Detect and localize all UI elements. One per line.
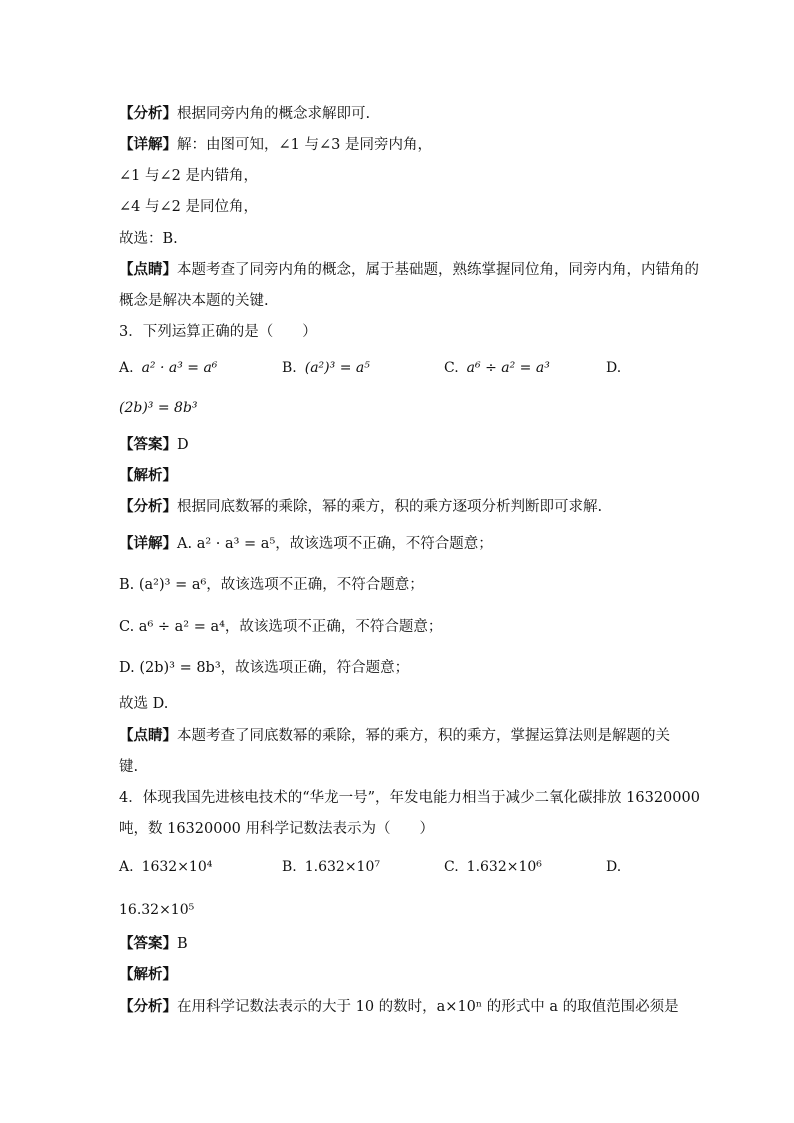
comment-tag: 【点睛】 bbox=[119, 727, 177, 744]
q3-option-b bbox=[282, 358, 370, 378]
answer-text: B bbox=[177, 936, 188, 952]
option-expr: 1.632×10⁷ bbox=[304, 859, 380, 875]
choice-line-3: 故选 D. bbox=[119, 696, 169, 712]
analysis-line-1 bbox=[119, 104, 370, 124]
analysis-4 bbox=[119, 997, 679, 1017]
comment-text: 本题考查了同旁内角的概念，属于基础题，熟练掌握同位角，同旁内角，内错角的 bbox=[177, 262, 699, 278]
solution-heading-3: 【解析】 bbox=[119, 467, 177, 484]
q3-option-c bbox=[444, 358, 550, 378]
solution-heading-4: 【解析】 bbox=[119, 966, 177, 983]
detail-line-1 bbox=[119, 135, 432, 155]
q4-option-d-label bbox=[606, 857, 629, 877]
analysis-text: 根据同旁内角的概念求解即可. bbox=[177, 106, 371, 122]
answer-tag: 【答案】 bbox=[119, 935, 177, 952]
detail-3b: B. (a²)³ = a⁶，故该选项不正确，不符合题意； bbox=[119, 577, 424, 593]
q4-option-b bbox=[282, 857, 380, 877]
detail-3d: D. (2b)³ = 8b³，故该选项正确，符合题意； bbox=[119, 660, 410, 676]
option-label: C. bbox=[444, 859, 459, 875]
option-label: B. bbox=[282, 360, 297, 376]
q3-option-d-expr bbox=[119, 398, 198, 418]
detail-line-3: ∠4 与∠2 是同位角， bbox=[119, 199, 258, 215]
option-expr: 1632×10⁴ bbox=[141, 859, 213, 875]
comment-text: 本题考查了同底数幂的乘除，幂的乘方，积的乘方，掌握运算法则是解题的关 bbox=[177, 728, 670, 744]
option-label: A. bbox=[119, 360, 134, 376]
option-expr: a² · a³ = a⁶ bbox=[141, 360, 218, 376]
detail-3c: C. a⁶ ÷ a² = a⁴，故该选项不正确，不符合题意； bbox=[119, 619, 443, 635]
detail-3a bbox=[119, 534, 493, 554]
option-expr: 16.32×10⁵ bbox=[119, 902, 195, 918]
question-4-line-2: 吨，数 16320000 用科学记数法表示为（ ） bbox=[119, 821, 435, 837]
q3-option-a bbox=[119, 358, 217, 378]
detail-line-2: ∠1 与∠2 是内错角， bbox=[119, 168, 258, 184]
comment-line-1a bbox=[119, 260, 699, 280]
option-expr: a⁶ ÷ a² = a³ bbox=[466, 360, 550, 376]
detail-tag: 【详解】 bbox=[119, 535, 177, 552]
option-label: D. bbox=[606, 360, 622, 376]
comment-3b: 键. bbox=[119, 759, 139, 775]
option-label: A. bbox=[119, 859, 134, 875]
option-label: C. bbox=[444, 360, 459, 376]
answer-4 bbox=[119, 934, 188, 954]
comment-3a bbox=[119, 726, 670, 746]
option-expr: (2b)³ = 8b³ bbox=[119, 400, 198, 416]
option-label: B. bbox=[282, 859, 297, 875]
option-expr: 1.632×10⁶ bbox=[466, 859, 542, 875]
comment-line-1b: 概念是解决本题的关键. bbox=[119, 293, 269, 309]
q4-option-d-expr bbox=[119, 900, 194, 920]
option-label: D. bbox=[606, 859, 622, 875]
detail-tag: 【详解】 bbox=[119, 136, 177, 153]
q3-option-d-label bbox=[606, 358, 629, 378]
question-3: 3．下列运算正确的是（ ） bbox=[119, 324, 317, 340]
answer-tag: 【答案】 bbox=[119, 436, 177, 453]
comment-tag: 【点睛】 bbox=[119, 261, 177, 278]
answer-3 bbox=[119, 435, 189, 455]
analysis-tag: 【分析】 bbox=[119, 105, 177, 122]
option-expr: (a²)³ = a⁵ bbox=[304, 360, 370, 376]
analysis-text: 在用科学记数法表示的大于 10 的数时，a×10ⁿ 的形式中 a 的取值范围必须是 bbox=[177, 999, 679, 1015]
choice-line-1: 故选：B. bbox=[119, 231, 178, 247]
detail-text: 解：由图可知，∠1 与∠3 是同旁内角， bbox=[177, 137, 432, 153]
analysis-text: 根据同底数幂的乘除，幂的乘方，积的乘方逐项分析判断即可求解. bbox=[177, 499, 603, 515]
answer-text: D bbox=[177, 437, 189, 453]
q4-option-c bbox=[444, 857, 542, 877]
detail-text: A. a² · a³ = a⁵，故该选项不正确，不符合题意； bbox=[177, 536, 493, 552]
analysis-tag: 【分析】 bbox=[119, 498, 177, 515]
analysis-tag: 【分析】 bbox=[119, 998, 177, 1015]
analysis-3 bbox=[119, 497, 602, 517]
question-4-line-1: 4．体现我国先进核电技术的“华龙一号”，年发电能力相当于减少二氧化碳排放 16320000 bbox=[119, 790, 700, 806]
q4-option-a bbox=[119, 857, 212, 877]
